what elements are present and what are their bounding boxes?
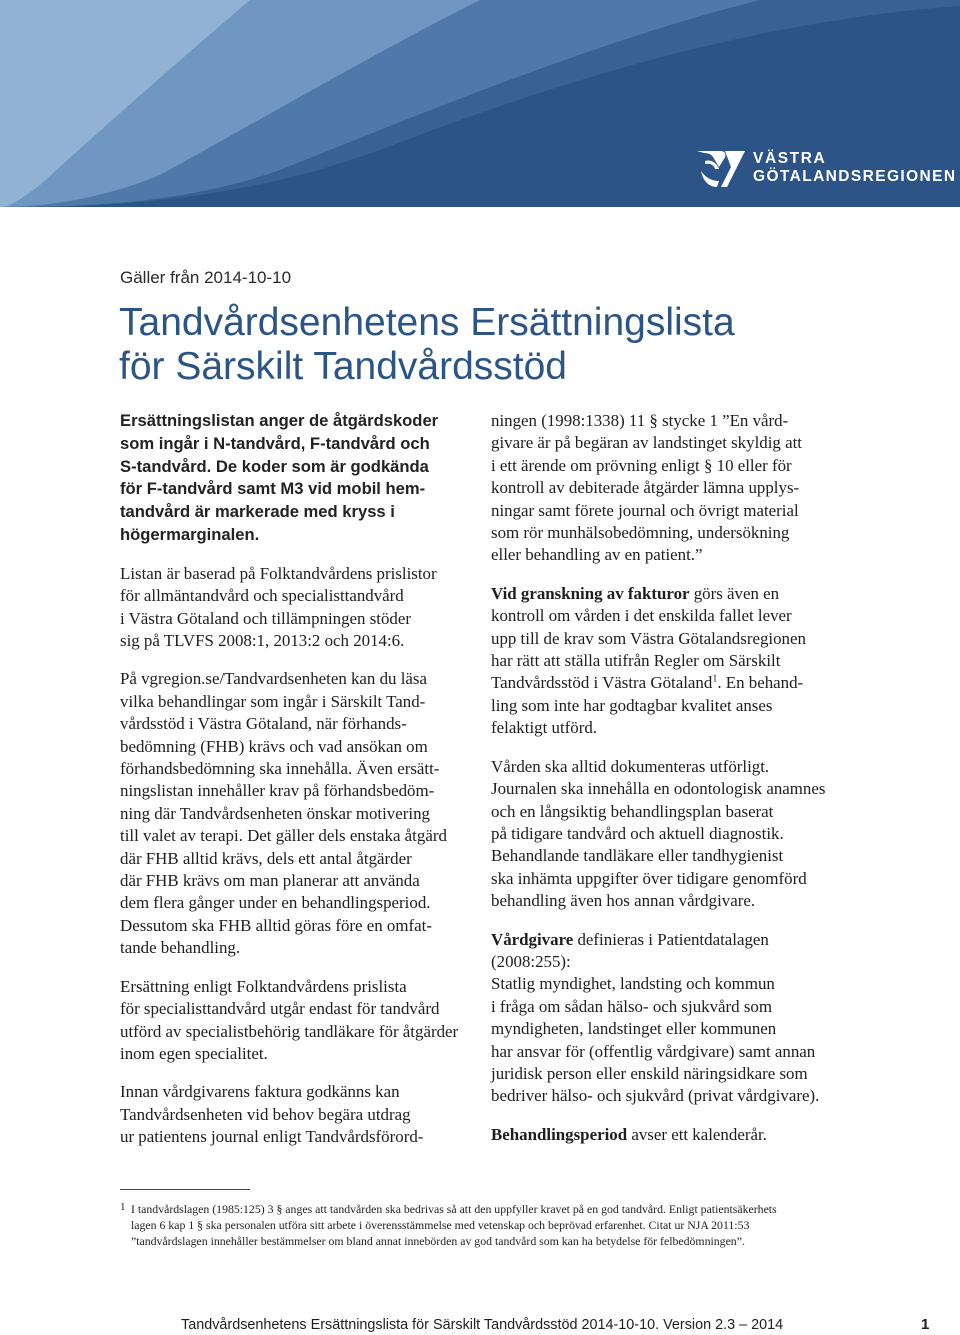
text-line: Behandlande tandläkare eller tandhygienist [491, 846, 784, 866]
text-line: Innan vårdgivarens faktura godkänns kan [120, 1082, 400, 1102]
document-title [119, 301, 735, 389]
paragraph-invoice-review [491, 583, 841, 740]
text-line: på tidigare tandvård och aktuell diagnostik. [491, 823, 784, 843]
header-banner [0, 0, 960, 207]
logo-line-1: VÄSTRA [753, 150, 827, 167]
page-footer-text: Tandvårdsenhetens Ersättningslista för Särskilt Tandvårdsstöd 2014-10-10. Version 2.3 – 2014 [181, 1317, 784, 1333]
text-line: ska inhämta uppgifter över tidigare genomförd [491, 868, 807, 888]
text-line: kontroll om vården i det enskilda fallet lever [491, 606, 792, 626]
text-line: behandling även hos annan vårdgivare. [491, 891, 756, 911]
footnote-text [131, 1201, 840, 1249]
vgr-logo [695, 147, 957, 195]
lead-line: S-tandvård. De koder som är godkända [120, 456, 429, 476]
lead-line: högermarginalen. [120, 524, 260, 544]
footnote-line: lagen 6 kap 1 § ska personalen utföra sitt arbete i överensstämmelse med vetenskap och beprövad erfarenhet. Citat ur NJA 2011:53 [131, 1218, 750, 1232]
text-line: som rör munhälsobedömning, undersökning [491, 523, 790, 543]
text-line: bedömning (FHB) krävs och vad ansökan om [120, 736, 428, 756]
lead-line: för F-tandvård samt M3 vid mobil hem- [120, 479, 426, 499]
text-fragment: Tandvårdsstöd i Västra Götaland [491, 673, 713, 693]
text-line: Journalen ska innehålla en odontologisk anamnes [491, 779, 826, 799]
text-line [491, 672, 841, 694]
text-line: kontroll av debiterade åtgärder lämna upplys- [491, 478, 800, 498]
text-line: i ett ärende om prövning enligt § 10 eller för [491, 455, 792, 475]
text-fragment: görs även en [689, 583, 780, 603]
text-line: givare är på begäran av landstinget skyldig att [491, 433, 802, 453]
page-number: 1 [921, 1316, 930, 1333]
paragraph-regulation-quote [491, 410, 841, 567]
text-line: för specialisttandvård utgår endast för tandvård [120, 999, 440, 1019]
text-line [491, 583, 841, 605]
text-fragment: . En behand- [717, 673, 804, 693]
text-line: och en långsiktig behandlingsplan baserat [491, 801, 774, 821]
text-line: vårdsstöd i Västra Götaland, när förhands- [120, 714, 407, 734]
bold-term: Behandlingsperiod [491, 1124, 628, 1144]
text-line: eller behandling av en patient.” [491, 545, 703, 565]
paragraph-invoice [120, 1081, 465, 1148]
footnote-divider [120, 1189, 250, 1190]
vgr-logo-mark-icon [695, 147, 747, 195]
text-line: Ersättning enligt Folktandvårdens prislista [120, 976, 407, 996]
text-line: har rätt att ställa utifrån Regler om Särskilt [491, 651, 781, 671]
text-line: dem flera gånger under en behandlingsperiod. [120, 893, 431, 913]
footnote-line: ”tandvårdslagen innehåller bestämmelser om bland annat innebörden av god tandvård som kan ha betydelse för felbedömningen”. [131, 1234, 745, 1248]
text-line: upp till de krav som Västra Götalandsregionen [491, 628, 806, 648]
text-line: ur patientens journal enligt Tandvårdsförord- [120, 1127, 424, 1147]
valid-from-date: Gäller från 2014-10-10 [120, 268, 292, 287]
paragraph-website [120, 668, 465, 959]
footnote-reference: 1 [712, 673, 718, 685]
bold-term: Vid granskning av fakturor [491, 583, 690, 603]
text-line: ningar samt förete journal och övrigt material [491, 500, 799, 520]
footnote-mark: 1 [120, 1201, 126, 1213]
text-line: ling som inte har godtagbar kvalitet anses [491, 695, 773, 715]
text-line: i fråga om sådan hälso- och sjukvård som [491, 996, 772, 1016]
paragraph-specialist [120, 976, 465, 1066]
footnote [120, 1201, 840, 1249]
text-line: Dessutom ska FHB alltid göras före en omfat- [120, 915, 432, 935]
text-line: tande behandling. [120, 938, 241, 958]
text-line: för allmäntandvård och specialisttandvård [120, 586, 404, 606]
lead-paragraph [120, 410, 465, 547]
paragraph-care-provider-definition [491, 929, 841, 1108]
text-line: Statlig myndighet, landsting och kommun [491, 974, 775, 994]
text-line: (2008:255): [491, 951, 571, 971]
text-line: bedriver hälso- och sjukvård (privat vårdgivare). [491, 1086, 820, 1106]
text-line: Listan är baserad på Folktandvårdens prislistor [120, 563, 437, 583]
text-fragment: definieras i Patientdatalagen [573, 929, 769, 949]
paragraph-documentation [491, 756, 841, 913]
text-line: ningen (1998:1338) 11 § stycke 1 ”En vård- [491, 411, 789, 430]
right-column [491, 410, 841, 1162]
left-column [120, 410, 465, 1165]
text-line: myndigheten, landstinget eller kommunen [491, 1019, 777, 1039]
text-line: där FHB krävs om man planerar att använda [120, 871, 420, 891]
text-line: ningslistan innehåller krav på förhandsbedöm- [120, 781, 435, 801]
text-line: Vården ska alltid dokumenteras utförligt. [491, 756, 770, 776]
text-fragment: avser ett kalenderår. [627, 1124, 767, 1144]
lead-line: tandvård är markerade med kryss i [120, 502, 395, 522]
paragraph-treatment-period [491, 1124, 841, 1146]
text-line: inom egen specialitet. [120, 1043, 268, 1063]
title-line-2: för Särskilt Tandvårdsstöd [119, 345, 567, 388]
text-line: förhandsbedömning ska innehålla. Även ersätt- [120, 759, 440, 779]
title-line-1: Tandvårdsenhetens Ersättningslista [119, 301, 735, 344]
text-line: Tandvårdsenheten vid behov begära utdrag [120, 1104, 411, 1124]
text-line: ning där Tandvårdsenheten önskar motivering [120, 803, 430, 823]
paragraph-basis [120, 563, 465, 653]
vgr-logo-text [753, 150, 957, 186]
bold-term: Vårdgivare [491, 929, 574, 949]
lead-line: som ingår i N-tandvård, F-tandvård och [120, 433, 430, 453]
text-line: sig på TLVFS 2008:1, 2013:2 och 2014:6. [120, 631, 405, 650]
text-line: där FHB alltid krävs, dels ett antal åtgärder [120, 848, 412, 868]
footnote-line: I tandvårdslagen (1985:125) 3 § anges att tandvården ska bedrivas så att den uppfyller kravet på en god tandvård. Enligt patientsäkerhets [131, 1202, 777, 1216]
lead-line: Ersättningslistan anger de åtgärdskoder [120, 411, 439, 430]
text-line: felaktigt utförd. [491, 718, 598, 738]
text-line: har ansvar för (offentlig vårdgivare) samt annan [491, 1041, 816, 1061]
text-line: vilka behandlingar som ingår i Särskilt Tand- [120, 691, 426, 711]
text-line: juridisk person eller enskild näringsidkare som [491, 1063, 808, 1083]
text-line: till valet av terapi. Det gäller dels enstaka åtgärd [120, 826, 447, 846]
logo-line-2: GÖTALANDSREGIONEN [753, 168, 957, 185]
text-line: utförd av specialistbehörig tandläkare för åtgärder [120, 1021, 459, 1041]
text-line [491, 1124, 841, 1146]
text-line [491, 929, 841, 951]
text-line: På vgregion.se/Tandvardsenheten kan du läsa [120, 669, 427, 689]
text-line: i Västra Götaland och tillämpningen stöder [120, 608, 411, 628]
